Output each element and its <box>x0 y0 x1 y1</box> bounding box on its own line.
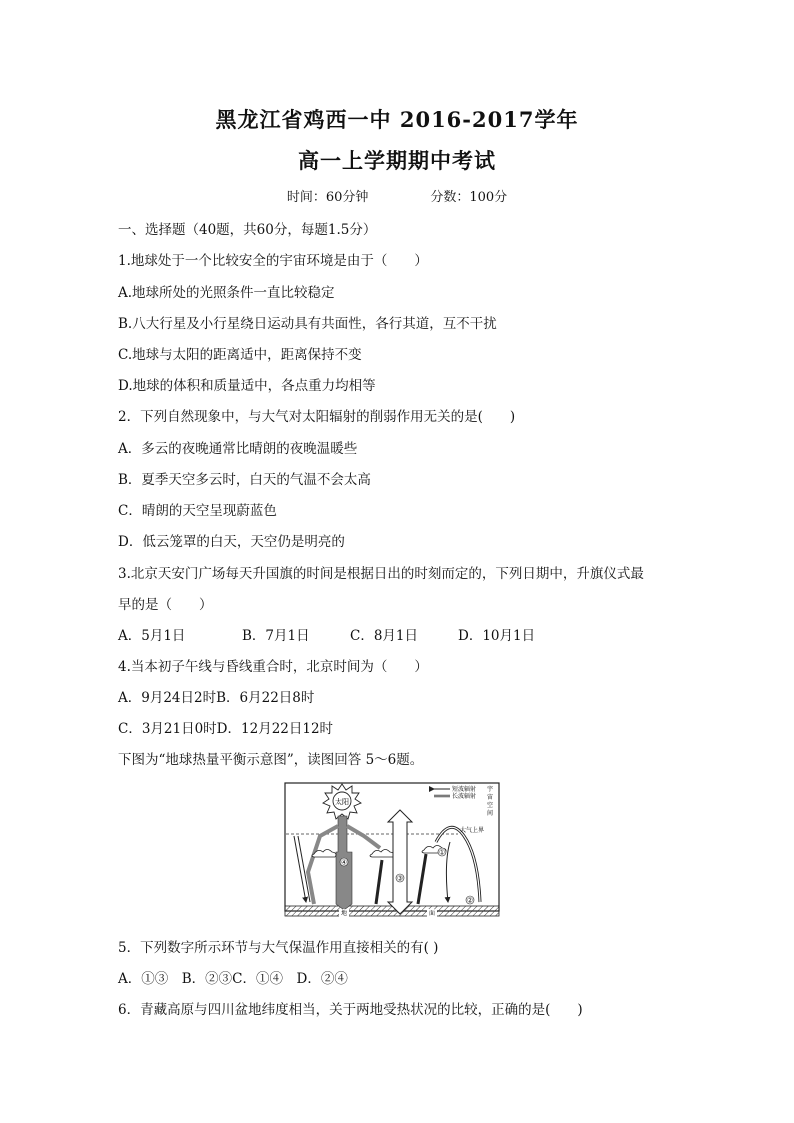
q4-stem: 4.当本初子午线与昏线重合时，北京时间为（ ） <box>118 659 428 675</box>
q3-option-c: C．8月1日 <box>350 628 419 644</box>
q3-option-d: D．10月1日 <box>458 628 536 644</box>
ground-label-left: 地 <box>340 910 348 917</box>
legend-long-wave: 长波辐射 <box>452 793 477 800</box>
q5-options: A．①③ B．②③C．①④ D．②④ <box>118 971 348 987</box>
diagram-intro: 下图为“地球热量平衡示意图”，读图回答 5～6题。 <box>118 752 424 768</box>
q1-stem: 1.地球处于一个比较安全的宇宙环境是由于（ ） <box>118 253 428 269</box>
section-heading: 一、选择题（40题，共60分，每题1.5分） <box>118 222 377 238</box>
exam-time: 时间：60分钟 <box>286 190 369 205</box>
exam-title-line1: 黑龙江省鸡西一中 2016-2017学年 <box>215 107 579 132</box>
label-4: ④ <box>340 858 348 867</box>
q2-option-d: D．低云笼罩的白天，天空仍是明亮的 <box>118 534 345 550</box>
q2-stem: 2．下列自然现象中，与大气对太阳辐射的削弱作用无关的是( ) <box>118 409 516 425</box>
space-char-1: 宇 <box>486 786 494 793</box>
heat-balance-diagram <box>284 782 500 918</box>
q2-option-b: B．夏季天空多云时，白天的气温不会太高 <box>118 472 371 488</box>
space-char-2: 宙 <box>486 794 494 801</box>
space-char-4: 间 <box>486 810 494 817</box>
q5-stem: 5．下列数字所示环节与大气保温作用直接相关的有( ) <box>118 940 439 956</box>
exam-meta <box>0 186 794 205</box>
ground-hatch <box>285 906 499 916</box>
q1-option-a: A.地球所处的光照条件一直比较稳定 <box>118 285 335 301</box>
q6-stem: 6．青藏高原与四川盆地纬度相当，关于两地受热状况的比较，正确的是( ) <box>118 1002 583 1018</box>
q1-option-b: B.八大行星及小行星绕日运动具有共面性，各行其道，互不干扰 <box>118 316 497 332</box>
q2-option-a: A．多云的夜晚通常比晴朗的夜晚温暖些 <box>118 441 358 457</box>
q3-options <box>118 624 535 644</box>
label-3: ③ <box>396 874 404 883</box>
atmosphere-top-label: 大气上界 <box>460 827 485 834</box>
q1-option-c: C.地球与太阳的距离适中，距离保持不变 <box>118 347 362 363</box>
q3-option-b: B．7月1日 <box>242 628 310 644</box>
ground-label-right: 面 <box>428 910 436 917</box>
q4-options-ab: A．9月24日2时B．6月22日8时 <box>118 690 315 706</box>
q1-option-d: D.地球的体积和质量适中，各点重力均相等 <box>118 378 376 394</box>
q2-option-c: C．晴朗的天空呈现蔚蓝色 <box>118 503 277 519</box>
q4-options-cd: C．3月21日0时D．12月22日12时 <box>118 721 334 737</box>
legend-short-wave: 短波辐射 <box>452 786 477 793</box>
q3-stem-line1: 3.北京天安门广场每天升国旗的时间是根据日出的时刻而定的，下列日期中，升旗仪式最 <box>118 566 644 582</box>
label-2: ② <box>466 896 474 905</box>
exam-title-line2: 高一上学期期中考试 <box>298 148 496 173</box>
exam-score: 分数：100分 <box>430 190 508 205</box>
q3-option-a: A．5月1日 <box>118 628 186 644</box>
sun-label: 太阳 <box>335 798 349 806</box>
label-1: ① <box>438 848 446 857</box>
q3-stem-line2: 早的是（ ） <box>118 597 213 613</box>
space-char-3: 空 <box>486 802 494 809</box>
